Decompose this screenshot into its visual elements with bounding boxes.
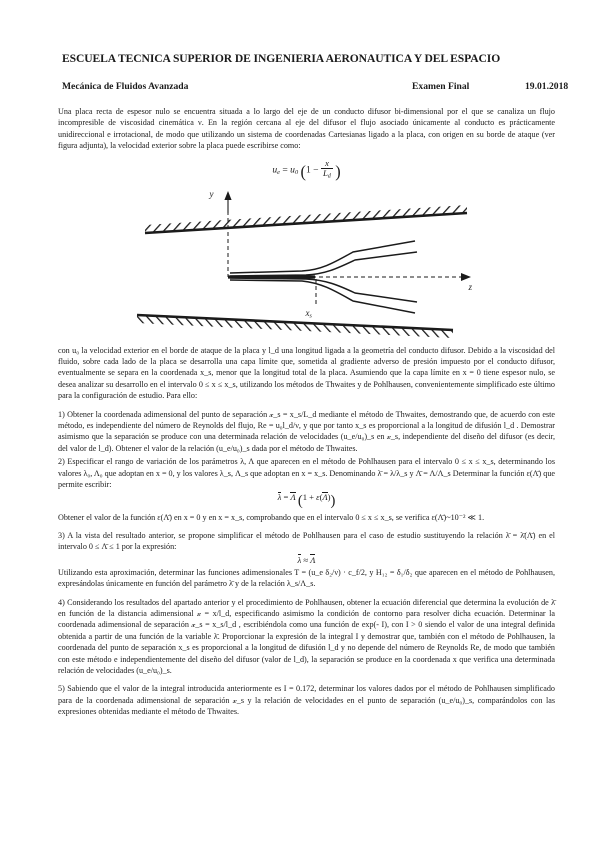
after-figure-paragraph: con u₀ la velocidad exterior en el borde de ataque de la placa y l_d una longitud ligada a la geometría del conducto difusor. Debido a la viscosidad del fluido, sobre cada lado de la placa se desarrolla una capa límite que, sometida al gradiente adverso de presión impuesto por el conducto difusor, eventualmente se separa en la coordenada x_s, menor que la longitud total de la placa. Asumiendo que la capa límite en x = 0 tiene espesor nulo, se desea analizar su desarrollo en el intervalo 0 ≤ x ≤ x_s, utilizando los métodos de Thwaites y de Pohlhausen, convenientemente simplificado este último para la configuración de estudio. Para ello: [58,345,555,401]
item-3 [58,530,555,553]
difusor-upper-wall [145,205,467,233]
item-2-number: 2) [58,457,65,467]
equation-ue: $u_e = u_0$ (1 − $\frac{x}{L_d}$ ) [272,157,341,181]
subject-name: Mecánica de Fluidos Avanzada [62,81,189,92]
item-2-text: Especificar el rango de variación de los parámetros λ, Λ que aparecen en el método de Pohlhausen para el intervalo 0 ≤ x ≤ x_s, determinando los valores λ₀, Λ₀ que adoptan en x = 0, y los valores λ_s, Λ_s que adoptan en x = x_s. Denominando λ̄ = λ/λ_s y Λ̄ = Λ/Λ_s Determinar la función ε(Λ̄) que permite escribir: [58,457,555,490]
equation-lambda-bar: λ = Λ (1 + ε(Λ)) [277,492,336,509]
item-2-after: Obtener el valor de la función ε(Λ̄) en x = 0 y en x = x_s, comprobando que en el intervalo 0 ≤ x ≤ x_s, se verifica ε(Λ̄)~10⁻² ≪ 1. [58,512,485,522]
separated-shear-layer-lower [230,278,417,313]
item-4-text: Considerando los resultados del apartado anterior y el procedimiento de Pohlhausen, obtener la ecuación diferencial que determina la evolución de λ̄ en función de la distancia adimensional 𝓍 = x/l_d, especificando asimismo la condición de contorno para resolver dicha ecuación. Determinar la coordenada adimensional de separación 𝓍_s = x_s/l_d , escribiéndola como una función de exp(- I), con I > 0 siendo el valor de una integral definida obtenida a partir de una función de la variable λ̄. Proporcionar la expresión de la integral I y demostrar que, también con el método de Pohlhausen, la coordenada del punto de separación x_s es proporcional a la longitud de difusión l_d y no depende del número de Reynolds Re, de modo que también con este método e independientemente del diseño del difusor (valor de l_d), la separación se produce en la coordenada x que verifica una determinada relación de velocidades (u_e/u₀)_s. [58,597,556,675]
item-3-number: 3) [58,530,65,540]
item-3-after: Utilizando esta aproximación, determinar las funciones adimensionales T = (u_e δ₂/ν) · c_f/2, y H₁₂ = δ₁/δ₂ que aparecen en el método de Pohlhausen, expresándolas únicamente en función del parámetro λ̄ y de la relación λ_s/Λ_s. [58,567,555,589]
item-5-number: 5) [58,684,65,694]
axis-z-label: z [468,281,473,292]
item-4-number: 4) [58,597,65,607]
item-1 [58,409,555,455]
difusor-lower-wall [137,315,453,338]
exam-date: 19.01.2018 [525,81,569,92]
separation-point-label: $x_s$ [305,307,312,320]
exam-header-row [62,81,569,92]
intro-paragraph: Una placa recta de espesor nulo se encuentra situada a lo largo del eje de un conducto difusor bi-dimensional por el que se canaliza un flujo incompresible de viscosidad cinemática ν. En la región cercana al eje del difusor el flujo asociado únicamente al conducto es prácticamente unidireccional e irrotacional, de modo que utilizando un sistema de coordenadas Cartesianas ligado a la placa, con origen en su borde de ataque (ver figura adjunta), la velocidad exterior sobre la placa puede escribirse como: [58,107,555,151]
item-5-text: Sabiendo que el valor de la integral introducida anteriormente es I = 0.172, determinar los valores dados por el método de Pohlhausen simplificado para de la coordenada adimensional de separación 𝓍_s y la relación de velocidades en el punto de separación (u_e/u₀)_s, comparándolos con las expresiones obtenidas mediante el método de Thwaites. [58,684,555,717]
item-3-text: A la vista del resultado anterior, se propone simplificar el método de Pohlhausen para el caso de estudio sustituyendo la relación λ̄ = λ̄(Λ̄) en el intervalo 0 ≤ Λ̄ ≤ 1 por la expresión: [58,530,555,552]
item-5 [58,683,555,717]
item-4 [58,597,555,677]
exam-label: Examen Final [412,81,470,92]
item-2 [58,456,555,490]
item-1-text: Obtener la coordenada adimensional del punto de separación 𝓍_s = x_s/L_d mediante el método de Thwaites, demostrando que, de acuerdo con este método, es independiente del número de Reynolds del flujo, Re = u₀l_d/ν, y que por tanto x_s es proporcional a la longitud de difusión l_d . Demostrar asimismo que la separación se produce con una determinada relación de velocidades (u_e/u₀)_s en 𝓍_s, independiente del diseño del difusor (es decir, del valor de l_d). Obtener el valor de la relación (u_e/u₀)_s dada por el método de Thwaites. [58,409,555,453]
axis-y-label: y [209,188,214,199]
equation-lambda-approx: λ ≈ Λ [297,554,316,565]
axis-y [224,191,231,277]
item-1-number: 1) [58,409,65,419]
diffuser-figure [97,189,517,339]
separated-shear-layer-upper [230,241,417,276]
page-title: ESCUELA TECNICA SUPERIOR DE INGENIERIA AERONAUTICA Y DEL ESPACIO [62,52,501,65]
